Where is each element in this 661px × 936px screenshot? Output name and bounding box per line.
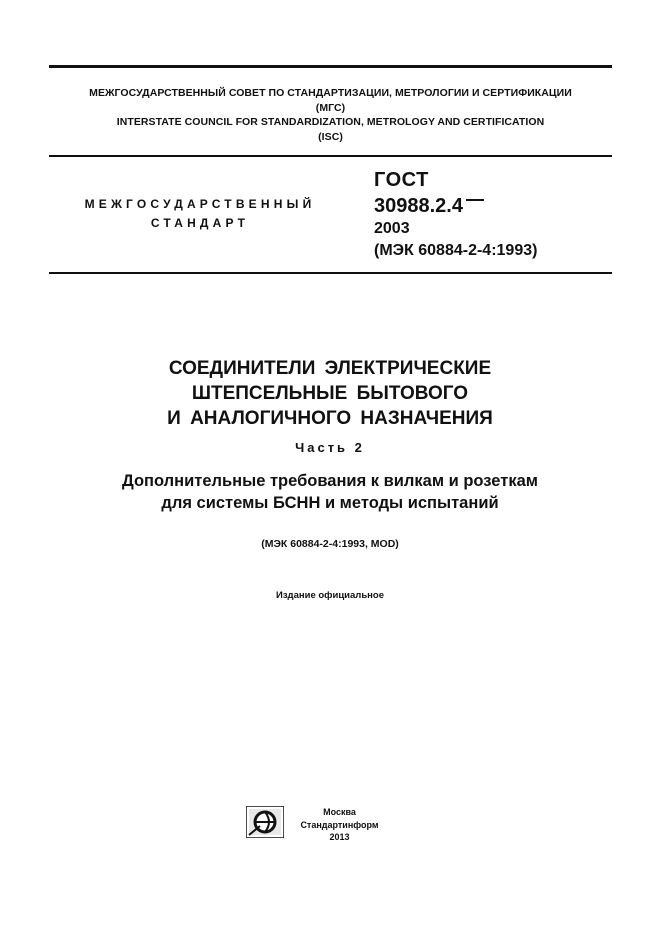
title-line1: СОЕДИНИТЕЛИ ЭЛЕКТРИЧЕСКИЕ bbox=[168, 358, 492, 379]
title-line2: ШТЕПСЕЛЬНЫЕ БЫТОВОГО bbox=[191, 383, 469, 404]
title-line3: И АНАЛОГИЧНОГО НАЗНАЧЕНИЯ bbox=[167, 408, 493, 429]
gost-designation bbox=[374, 170, 537, 259]
standartinform-logo-icon bbox=[246, 806, 284, 838]
part-number: Часть 2 bbox=[295, 440, 365, 455]
standard-type-line1: МЕЖГОСУДАРСТВЕННЫЙ bbox=[84, 197, 316, 211]
council-abbr-ru: (МГС) bbox=[315, 101, 346, 114]
council-name-ru: МЕЖГОСУДАРСТВЕННЫЙ СОВЕТ ПО СТАНДАРТИЗАЦИИ, МЕТРОЛОГИИ И СЕРТИФИКАЦИИ bbox=[89, 87, 572, 99]
edition-note: Издание официальное bbox=[276, 590, 384, 601]
subtitle-line1: Дополнительные требования к вилкам и розеткам bbox=[122, 472, 538, 490]
council-abbr-en: (ISC) bbox=[318, 130, 343, 143]
middle-rule bbox=[49, 155, 612, 157]
publisher-name: Стандартинформ bbox=[300, 819, 379, 830]
top-rule bbox=[49, 65, 612, 68]
publisher-city: Москва bbox=[323, 807, 356, 817]
publisher-year: 2013 bbox=[329, 832, 350, 842]
document-subtitle bbox=[20, 470, 640, 514]
standard-type-line2: СТАНДАРТ bbox=[150, 216, 250, 230]
gost-number: 30988.2.4 bbox=[374, 195, 463, 217]
publisher-block bbox=[292, 806, 387, 844]
iec-reference: (МЭК 60884-2-4:1993) bbox=[374, 242, 538, 259]
dash-mark bbox=[466, 199, 484, 201]
subtitle-line2: для системы БСНН и методы испытаний bbox=[161, 494, 499, 512]
bottom-rule bbox=[49, 272, 612, 274]
gost-label: ГОСТ bbox=[374, 169, 429, 191]
standard-type-label bbox=[60, 195, 340, 233]
council-name-en: INTERSTATE COUNCIL FOR STANDARDIZATION, METROLOGY AND CERTIFICATION bbox=[116, 116, 545, 128]
document-title bbox=[30, 356, 630, 431]
gost-year: 2003 bbox=[374, 220, 410, 237]
iec-modification: (МЭК 60884-2-4:1993, MOD) bbox=[261, 538, 399, 550]
gost-number-row bbox=[374, 196, 537, 216]
council-header bbox=[49, 86, 612, 144]
logo-graphic bbox=[246, 806, 284, 838]
